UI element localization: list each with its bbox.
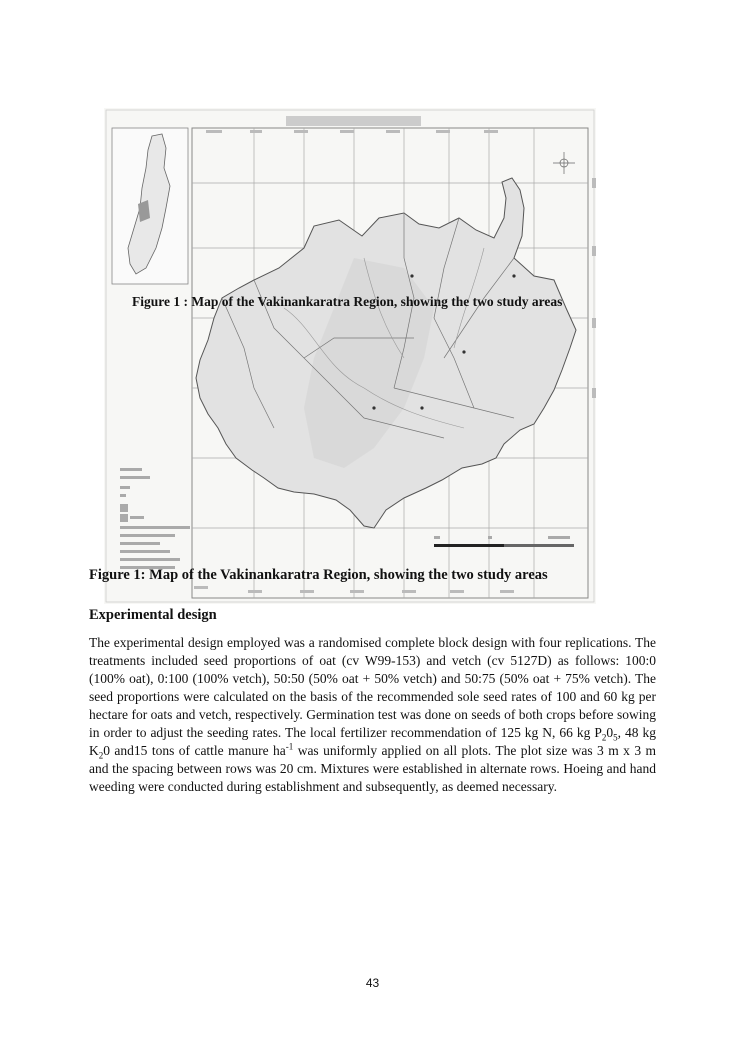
map-graphic — [104, 108, 596, 604]
page-number: 43 — [365, 976, 380, 990]
paragraph-text: The experimental design employed was a randomised complete block design with four replications. The treatments included seed proportions of oat (cv W99-153) and vetch (cv 5127D) as follows: 100:0 (100% oat), 0:100 (100% vetch), 50:50 (50% oat + 50% vetch) and 50:75 (50% oat + 75% vetch). The seed proportions were calculated on the basis of the recommended sole seed rates of 100 and 60 kg per hectare for oats and vetch, respectively. Germination test was done on seeds of both crops before sowing in order to adjust the seeding rates. The local fertilizer recommendation of 125 kg N, 66 kg P — [89, 635, 656, 740]
paragraph-text: was uniformly applied on all plots. The plot size was 3 m x 3 m and the spacing between rows was 20 cm. Mixtures were established in alternate rows. Hoeing and hand weeding were conducted during establishment and subsequently, as deemed necessary. — [89, 743, 656, 794]
figure-caption: Figure 1: Map of the Vakinankaratra Region, showing the two study areas — [89, 567, 548, 583]
figure-overlay-caption: Figure 1 : Map of the Vakinankaratra Region, showing the two study areas — [132, 294, 563, 309]
superscript: -1 — [285, 741, 294, 752]
subscript: 2 — [98, 750, 104, 761]
section-heading: Experimental design — [89, 607, 217, 623]
subscript: 2 — [601, 732, 607, 743]
paragraph-text: 0 and15 tons of cattle manure ha — [103, 743, 286, 758]
subscript: 5 — [613, 732, 618, 743]
region-map — [104, 108, 596, 604]
paragraph-text: 0 — [606, 725, 614, 740]
paragraph-text: , 48 kg K — [89, 725, 656, 758]
body-paragraph — [89, 634, 656, 796]
